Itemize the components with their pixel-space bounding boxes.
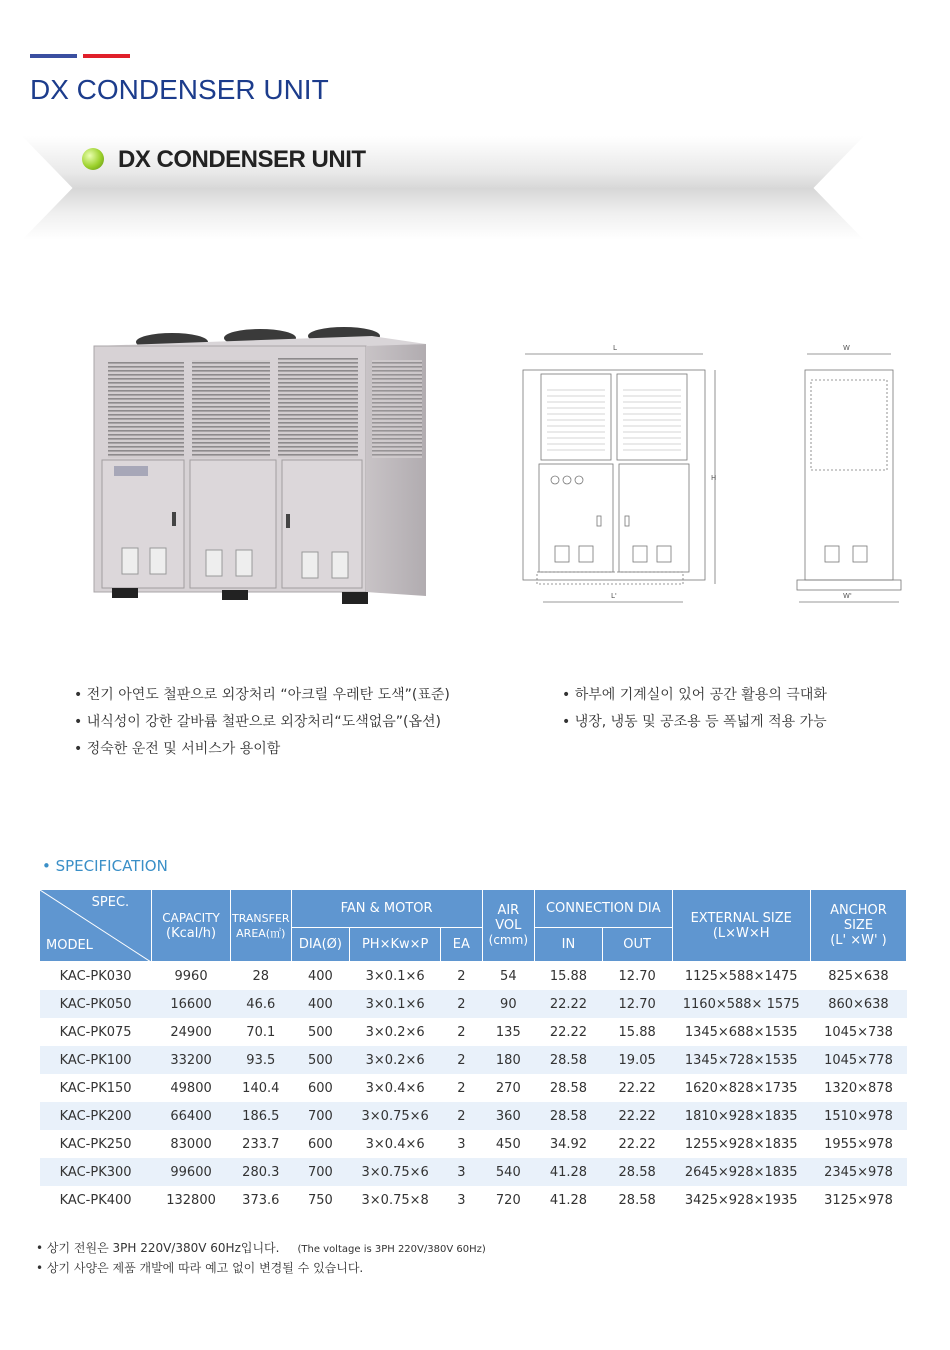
table-row: KAC-PK200 66400 186.5 700 3×0.75×6 2 360 28.58 22.22 1810×928×1835 1510×978 xyxy=(40,1102,907,1130)
out-header: OUT xyxy=(602,928,672,962)
table-row: KAC-PK100 33200 93.5 500 3×0.2×6 2 180 28.58 19.05 1345×728×1535 1045×778 xyxy=(40,1046,907,1074)
note-voltage: • 상기 전원은 3PH 220V/380V 60Hz입니다. xyxy=(36,1241,280,1255)
dia-header: DIA(Ø) xyxy=(291,928,350,962)
table-row: KAC-PK075 24900 70.1 500 3×0.2×6 2 135 22.22 15.88 1345×688×1535 1045×738 xyxy=(40,1018,907,1046)
table-row: KAC-PK300 99600 280.3 700 3×0.75×6 3 540 41.28 28.58 2645×928×1835 2345×978 xyxy=(40,1158,907,1186)
capacity-header: CAPACITY (Kcal/h) xyxy=(152,890,231,962)
features-right xyxy=(562,682,827,736)
spec-table xyxy=(39,889,907,1214)
connection-dia-header: CONNECTION DIA xyxy=(535,890,672,928)
fan-motor-header: FAN & MOTOR xyxy=(291,890,482,928)
dim-h-label: H xyxy=(711,474,717,482)
ea-header: EA xyxy=(441,928,482,962)
features-left xyxy=(74,682,450,763)
note-voltage-en: (The voltage is 3PH 220V/380V 60Hz) xyxy=(297,1244,486,1255)
table-row: KAC-PK050 16600 46.6 400 3×0.1×6 2 90 22.22 12.70 1160×588× 1575 860×638 xyxy=(40,990,907,1018)
spec-model-header: SPEC. MODEL xyxy=(40,890,152,962)
feature-item: • 하부에 기계실이 있어 공간 활용의 극대화 xyxy=(562,687,827,703)
title-accent-bar xyxy=(30,54,130,58)
page-title: DX CONDENSER UNIT xyxy=(30,74,329,105)
table-row: KAC-PK030 9960 28 400 3×0.1×6 2 54 15.88 12.70 1125×588×1475 825×638 xyxy=(40,962,907,991)
dim-l2-label: L' xyxy=(611,592,617,600)
product-photo xyxy=(92,326,432,616)
accent-bar-blue xyxy=(30,54,77,58)
feature-item: • 내식성이 강한 갈바륨 철판으로 외장처리“도색없음”(옵션) xyxy=(74,714,441,730)
dim-w-label: W xyxy=(843,344,850,352)
external-size-header: EXTERNAL SIZE (L×W×H xyxy=(672,890,810,962)
table-row: KAC-PK150 49800 140.4 600 3×0.4×6 2 270 28.58 22.22 1620×828×1735 1320×878 xyxy=(40,1074,907,1102)
in-header: IN xyxy=(535,928,603,962)
feature-item: • 냉장, 냉동 및 공조용 등 폭넓게 적용 가능 xyxy=(562,714,827,730)
spec-notes xyxy=(36,1239,486,1277)
air-vol-header: AIR VOL (cmm) xyxy=(482,890,535,962)
feature-item: • 전기 아연도 철판으로 외장처리 “아크릴 우레탄 도색”(표준) xyxy=(74,687,450,703)
dimension-drawing xyxy=(515,340,905,610)
phkwxp-header: PH×Kw×P xyxy=(350,928,441,962)
table-row: KAC-PK400 132800 373.6 750 3×0.75×8 3 720 41.28 28.58 3425×928×1935 3125×978 xyxy=(40,1186,907,1214)
accent-bar-red xyxy=(83,54,130,58)
section-banner xyxy=(22,136,864,240)
note-change: • 상기 사양은 제품 개발에 따라 예고 없이 변경될 수 있습니다. xyxy=(36,1261,364,1275)
dim-w2-label: W' xyxy=(843,592,852,600)
dim-l-label: L xyxy=(613,344,617,352)
table-row: KAC-PK250 83000 233.7 600 3×0.4×6 3 450 34.92 22.22 1255×928×1835 1955×978 xyxy=(40,1130,907,1158)
banner-title: DX CONDENSER UNIT xyxy=(118,146,366,173)
green-bullet-icon xyxy=(82,148,104,170)
feature-item: • 정숙한 운전 및 서비스가 용이함 xyxy=(74,741,281,757)
anchor-size-header: ANCHOR SIZE (L' ×W' ) xyxy=(810,890,906,962)
spec-heading: • SPECIFICATION xyxy=(42,857,168,875)
transfer-area-header: TRANSFER AREA(㎡) xyxy=(230,890,291,962)
